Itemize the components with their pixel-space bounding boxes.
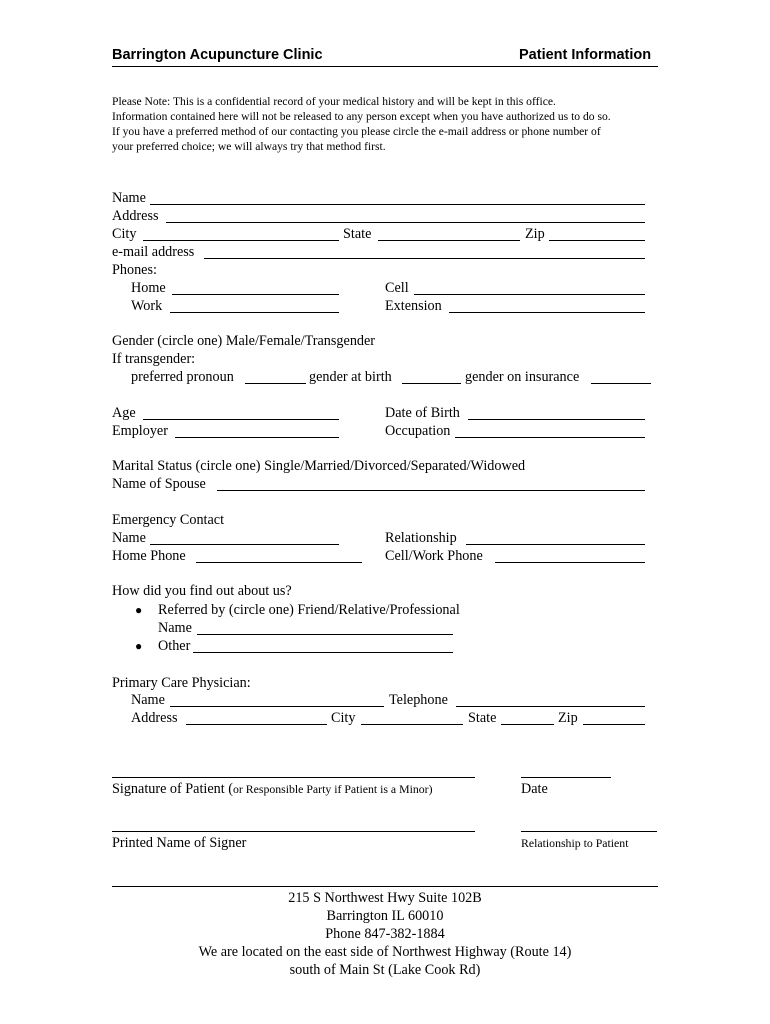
footer-phone: Phone 847-382-1884 (325, 926, 445, 942)
relationship-to-patient-label: Relationship to Patient (521, 836, 629, 850)
footer-location-1: We are located on the east side of Northwest Highway (Route 14) (198, 944, 572, 960)
cell-label: Cell (385, 280, 409, 296)
dob-label: Date of Birth (385, 405, 460, 421)
referred-by-label[interactable]: Referred by (circle one) Friend/Relative/Professional (158, 602, 460, 618)
physician-address-field[interactable] (186, 724, 327, 725)
cell-work-phone-field[interactable] (495, 562, 645, 563)
other-label: Other (158, 638, 191, 654)
footer-location-2: south of Main St (Lake Cook Rd) (289, 962, 481, 978)
phones-label: Phones: (112, 262, 157, 278)
gender-insurance-label: gender on insurance (465, 369, 580, 385)
referral-question: How did you find out about us? (112, 583, 292, 599)
occupation-label: Occupation (385, 423, 451, 439)
physician-city-label: City (331, 710, 356, 726)
zip-label: Zip (525, 226, 545, 242)
gender-insurance-field[interactable] (591, 383, 651, 384)
relationship-to-patient-field[interactable] (521, 831, 657, 832)
physician-telephone-field[interactable] (456, 706, 645, 707)
note-line-4: your preferred choice; we will always try that method first. (112, 140, 386, 153)
other-field[interactable] (193, 652, 453, 653)
header-rule (112, 66, 658, 67)
physician-name-field[interactable] (170, 706, 384, 707)
emergency-name-field[interactable] (150, 544, 339, 545)
gender-label[interactable]: Gender (circle one) Male/Female/Transgender (112, 333, 376, 349)
city-field[interactable] (143, 240, 339, 241)
physician-name-label: Name (131, 692, 165, 708)
home-phone-label: Home (131, 280, 166, 296)
occupation-field[interactable] (455, 437, 645, 438)
emergency-title: Emergency Contact (112, 512, 225, 528)
physician-telephone-label: Telephone (389, 692, 448, 708)
age-field[interactable] (143, 419, 339, 420)
signature-label (112, 780, 433, 798)
age-label: Age (112, 405, 136, 421)
physician-address-label: Address (131, 710, 178, 726)
spouse-label: Name of Spouse (112, 476, 206, 492)
physician-zip-field[interactable] (583, 724, 645, 725)
marital-status-label[interactable]: Marital Status (circle one) Single/Married/Divorced/Separated/Widowed (112, 458, 526, 474)
email-label: e-mail address (112, 244, 195, 260)
gender-at-birth-field[interactable] (402, 383, 461, 384)
address-label: Address (112, 208, 159, 224)
name-label: Name (112, 190, 146, 206)
home-phone-field[interactable] (172, 294, 339, 295)
work-phone-label: Work (131, 298, 163, 314)
extension-field[interactable] (449, 312, 645, 313)
email-field[interactable] (204, 258, 645, 259)
form-title: Patient Information (519, 47, 652, 63)
state-label: State (343, 226, 372, 242)
name-field[interactable] (150, 204, 645, 205)
city-label: City (112, 226, 137, 242)
relationship-label: Relationship (385, 530, 457, 546)
cell-field[interactable] (414, 294, 645, 295)
clinic-name: Barrington Acupuncture Clinic (112, 47, 323, 63)
emergency-home-phone-field[interactable] (196, 562, 362, 563)
work-phone-field[interactable] (170, 312, 339, 313)
note-line-1: Please Note: This is a confidential record of your medical history and will be kept in this office. (112, 95, 556, 108)
emergency-name-label: Name (112, 530, 146, 546)
gender-at-birth-label: gender at birth (309, 369, 392, 385)
pronoun-label: preferred pronoun (131, 369, 234, 385)
physician-zip-label: Zip (558, 710, 578, 726)
extension-label: Extension (385, 298, 442, 314)
note-line-3: If you have a preferred method of our contacting you please circle the e-mail address or phone number of (112, 125, 601, 138)
dob-field[interactable] (468, 419, 645, 420)
referrer-name-field[interactable] (197, 634, 453, 635)
physician-state-field[interactable] (501, 724, 554, 725)
bullet-icon: ● (135, 639, 143, 653)
signature-field[interactable] (112, 777, 475, 778)
printed-name-field[interactable] (112, 831, 475, 832)
relationship-field[interactable] (466, 544, 645, 545)
date-label: Date (521, 781, 548, 797)
spouse-field[interactable] (217, 490, 645, 491)
physician-title: Primary Care Physician: (112, 675, 251, 691)
pronoun-field[interactable] (245, 383, 306, 384)
note-line-2: Information contained here will not be released to any person except when you have authorized us to do so. (112, 110, 611, 123)
zip-field[interactable] (549, 240, 645, 241)
employer-field[interactable] (175, 437, 339, 438)
physician-state-label: State (468, 710, 497, 726)
signature-note: or Responsible Party if Patient is a Minor) (232, 782, 433, 796)
footer-address: 215 S Northwest Hwy Suite 102B (288, 890, 482, 906)
footer-city: Barrington IL 60010 (326, 908, 444, 924)
emergency-home-phone-label: Home Phone (112, 548, 186, 564)
state-field[interactable] (378, 240, 520, 241)
referrer-name-label: Name (158, 620, 192, 636)
employer-label: Employer (112, 423, 168, 439)
footer-rule (112, 886, 658, 887)
printed-name-label: Printed Name of Signer (112, 835, 247, 851)
bullet-icon: ● (135, 603, 143, 617)
signature-label-text: Signature of Patient ( (112, 781, 233, 797)
if-transgender-label: If transgender: (112, 351, 196, 367)
date-field[interactable] (521, 777, 611, 778)
cell-work-phone-label: Cell/Work Phone (385, 548, 483, 564)
physician-city-field[interactable] (361, 724, 463, 725)
address-field[interactable] (166, 222, 645, 223)
